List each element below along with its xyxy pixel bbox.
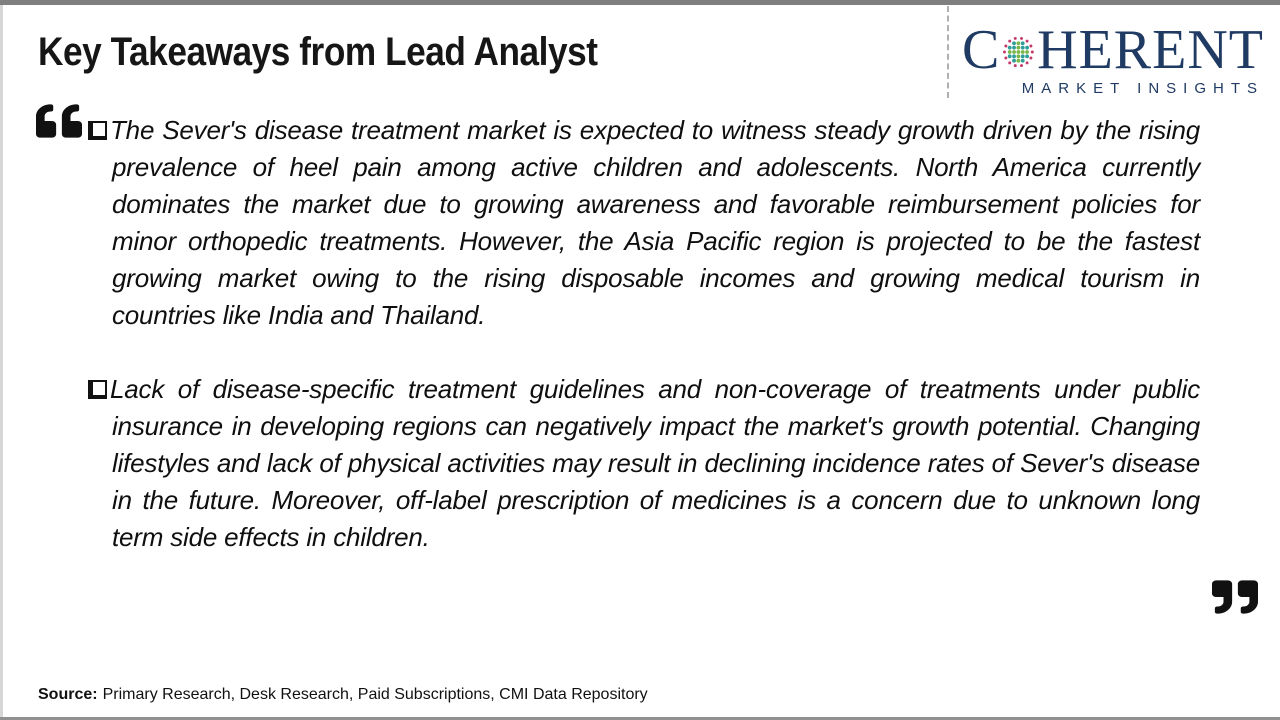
takeaway-paragraph-2 [88,371,1200,556]
page-title: Key Takeaways from Lead Analyst [38,30,598,74]
square-bullet-icon [88,380,107,399]
logo-subtitle: MARKET INSIGHTS [1021,80,1264,97]
takeaway-text-1: The Sever's disease treatment market is expected to witness steady growth driven by the rising prevalence of heel pain among active children and adolescents. North America currently dominates the market due to growing awareness and favorable reimbursement policies for minor orthopedic treatments. However, the Asia Pacific region is projected to be the fastest growing market owing to the rising disposable incomes and growing medical tourism in countries like India and Thailand. [110,115,1200,330]
source-line [38,686,648,704]
source-label: Source: [38,686,98,703]
open-quote-icon [36,102,82,140]
left-border-bar [0,5,3,720]
logo-divider [947,6,949,98]
close-quote-icon [1212,578,1258,616]
coherent-market-insights-logo [962,19,1264,97]
logo-letter-c: C [962,19,1001,81]
takeaways-text-block [88,112,1200,556]
square-bullet-icon [88,121,107,140]
source-text: Primary Research, Desk Research, Paid Subscriptions, CMI Data Repository [102,686,648,703]
logo-letters-herent: HERENT [1037,19,1264,81]
takeaway-text-2: Lack of disease-specific treatment guidelines and non-coverage of treatments under public insurance in developing regions can negatively impact the market's growth potential. Changing lifestyles and lack of physical activities may result in declining incidence rates of Sever's disease in the future. Moreover, off-label prescription of medicines is a concern due to unknown long term side effects in children. [110,374,1200,552]
logo-wordmark [962,19,1264,81]
takeaway-paragraph-1 [88,112,1200,334]
top-border-bar [0,0,1280,5]
dotted-globe-icon [1001,30,1036,74]
